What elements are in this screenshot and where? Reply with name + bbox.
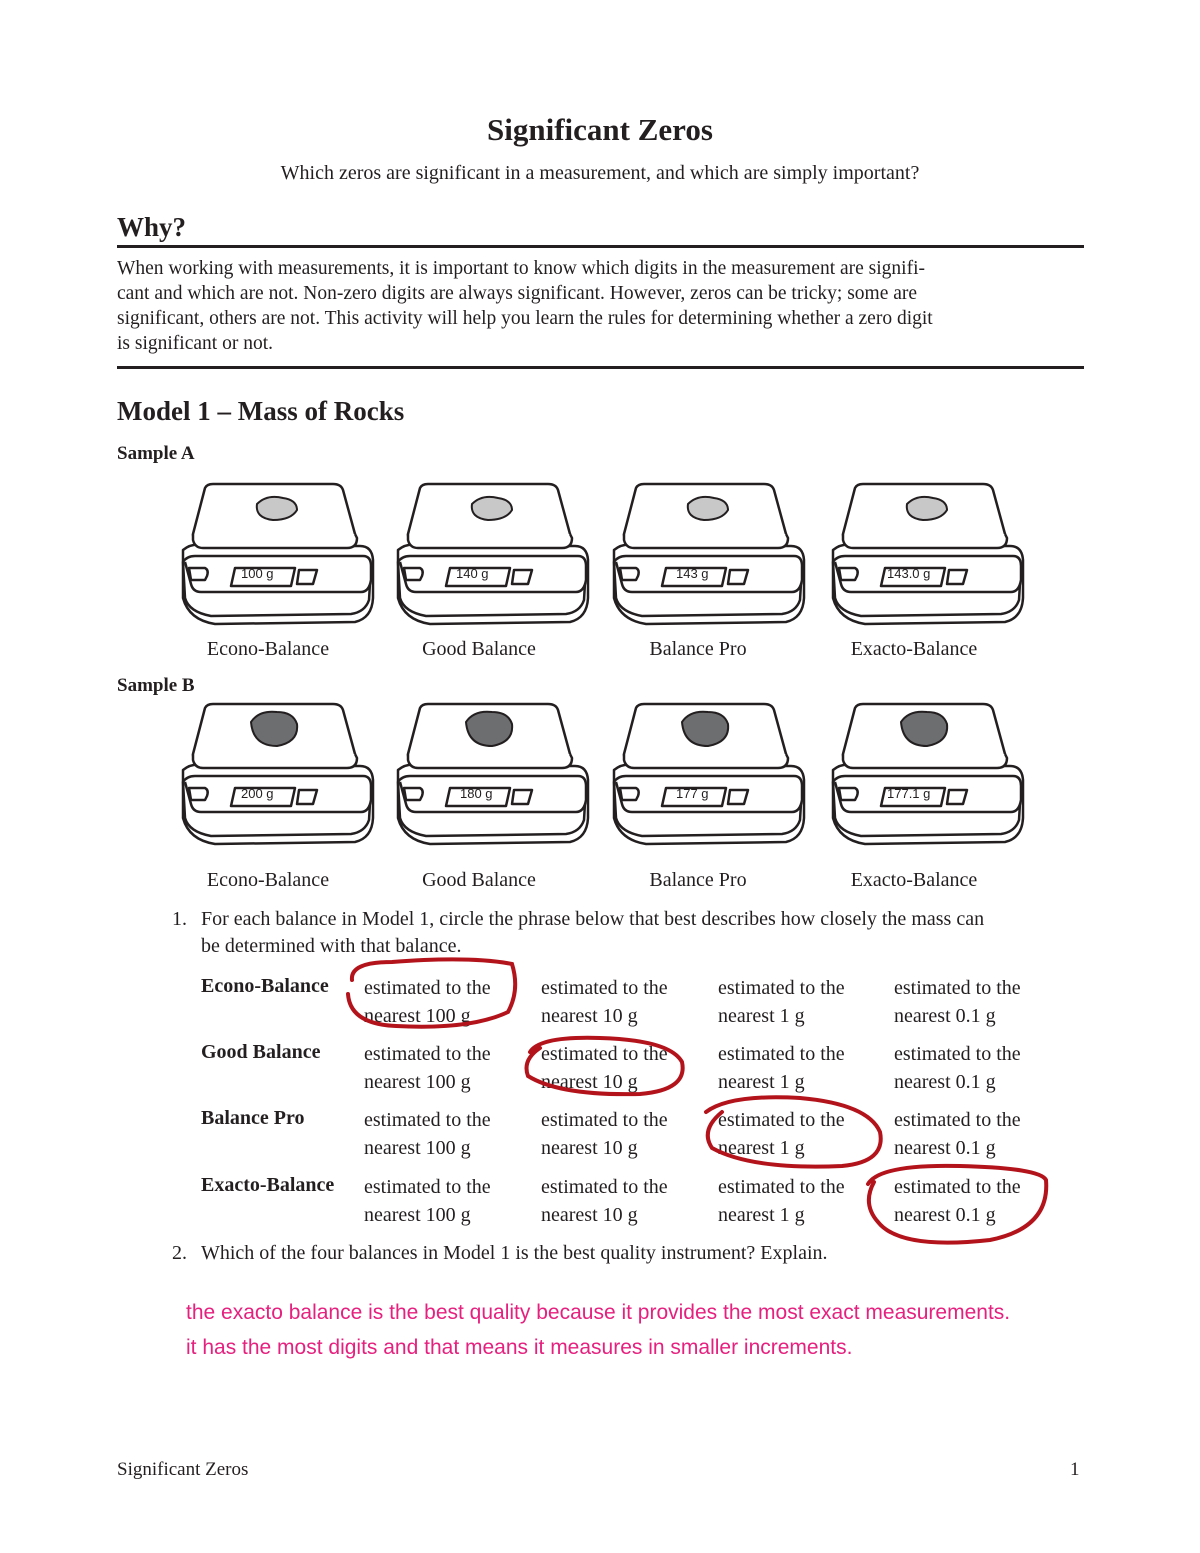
option-phrase[interactable]: estimated to the bbox=[894, 977, 1021, 999]
option-phrase[interactable]: estimated to the bbox=[718, 1109, 845, 1131]
page-subtitle: Which zeros are significant in a measurement, and which are simply important? bbox=[280, 162, 920, 184]
option-phrase-amount[interactable]: nearest 10 g bbox=[541, 1137, 638, 1159]
why-heading: Why? bbox=[117, 212, 187, 242]
answer-circle bbox=[868, 1166, 1046, 1243]
option-phrase-amount[interactable]: nearest 10 g bbox=[541, 1005, 638, 1027]
balance-readout: 177 g bbox=[676, 786, 709, 801]
option-phrase[interactable]: estimated to the bbox=[364, 1176, 491, 1198]
option-phrase-amount[interactable]: nearest 1 g bbox=[718, 1071, 805, 1093]
option-phrase[interactable]: estimated to the bbox=[894, 1043, 1021, 1065]
why-line: cant and which are not. Non-zero digits are always significant. However, zeros can be tricky; some are bbox=[117, 283, 918, 304]
option-phrase[interactable]: estimated to the bbox=[894, 1109, 1021, 1131]
option-phrase-amount[interactable]: nearest 0.1 g bbox=[894, 1071, 996, 1093]
option-phrase[interactable]: estimated to the bbox=[541, 977, 668, 999]
option-phrase[interactable]: estimated to the bbox=[541, 1176, 668, 1198]
option-phrase-amount[interactable]: nearest 100 g bbox=[364, 1005, 471, 1027]
question-1-text: For each balance in Model 1, circle the phrase below that best describes how closely the mass can bbox=[201, 908, 985, 930]
balance-name: Good Balance bbox=[422, 638, 536, 660]
balance-name: Good Balance bbox=[422, 869, 536, 891]
balance-readout: 143 g bbox=[676, 566, 709, 581]
balance-name: Econo-Balance bbox=[206, 869, 330, 891]
page-number: 1 bbox=[1070, 1459, 1080, 1480]
option-phrase[interactable]: estimated to the bbox=[364, 977, 491, 999]
answer-circle bbox=[348, 959, 515, 1026]
option-phrase[interactable]: estimated to the bbox=[541, 1043, 668, 1065]
balance-readout: 180 g bbox=[460, 786, 493, 801]
option-phrase[interactable]: estimated to the bbox=[364, 1043, 491, 1065]
balance-name: Balance Pro bbox=[649, 638, 747, 660]
footer-title: Significant Zeros bbox=[117, 1459, 249, 1480]
option-phrase-amount[interactable]: nearest 0.1 g bbox=[894, 1137, 996, 1159]
question-number: 1. bbox=[172, 908, 187, 930]
balance-readout: 177.1 g bbox=[887, 786, 931, 801]
option-phrase-amount[interactable]: nearest 10 g bbox=[541, 1204, 638, 1226]
balance-readout: 140 g bbox=[456, 566, 489, 581]
option-phrase[interactable]: estimated to the bbox=[718, 1176, 845, 1198]
option-phrase[interactable]: estimated to the bbox=[718, 977, 845, 999]
balance-readout: 100 g bbox=[241, 566, 274, 581]
balance-readout: 200 g bbox=[241, 786, 274, 801]
option-phrase-amount[interactable]: nearest 1 g bbox=[718, 1005, 805, 1027]
balance-name: Balance Pro bbox=[649, 869, 747, 891]
sample-b-label: Sample B bbox=[117, 675, 195, 696]
why-line: is significant or not. bbox=[117, 333, 273, 354]
why-line: When working with measurements, it is important to know which digits in the measurement are signifi- bbox=[117, 258, 926, 279]
option-phrase[interactable]: estimated to the bbox=[364, 1109, 491, 1131]
balance-name: Exacto-Balance bbox=[850, 869, 978, 891]
answer-circle bbox=[527, 1038, 683, 1094]
balance-name: Econo-Balance bbox=[206, 638, 330, 660]
option-phrase-amount[interactable]: nearest 10 g bbox=[541, 1071, 638, 1093]
option-phrase-amount[interactable]: nearest 1 g bbox=[718, 1137, 805, 1159]
sample-a-label: Sample A bbox=[117, 443, 195, 464]
balance-name: Exacto-Balance bbox=[850, 638, 978, 660]
model-heading: Model 1 – Mass of Rocks bbox=[117, 396, 405, 426]
question-number: 2. bbox=[172, 1242, 187, 1264]
answer-circle bbox=[706, 1097, 881, 1166]
option-phrase-amount[interactable]: nearest 100 g bbox=[364, 1204, 471, 1226]
why-line: significant, others are not. This activity will help you learn the rules for determining whether a zero digit bbox=[117, 308, 933, 329]
option-phrase-amount[interactable]: nearest 100 g bbox=[364, 1071, 471, 1093]
row-label: Exacto-Balance bbox=[201, 1174, 335, 1196]
question-1-text: be determined with that balance. bbox=[201, 935, 462, 957]
option-phrase-amount[interactable]: nearest 1 g bbox=[718, 1204, 805, 1226]
handwritten-answer-line: the exacto balance is the best quality because it provides the most exact measurements. bbox=[186, 1301, 1011, 1324]
option-phrase[interactable]: estimated to the bbox=[894, 1176, 1021, 1198]
option-phrase-amount[interactable]: nearest 0.1 g bbox=[894, 1005, 996, 1027]
row-label: Econo-Balance bbox=[201, 975, 329, 997]
balance-readout: 143.0 g bbox=[887, 566, 931, 581]
option-phrase[interactable]: estimated to the bbox=[718, 1043, 845, 1065]
option-phrase-amount[interactable]: nearest 0.1 g bbox=[894, 1204, 996, 1226]
option-phrase-amount[interactable]: nearest 100 g bbox=[364, 1137, 471, 1159]
option-phrase[interactable]: estimated to the bbox=[541, 1109, 668, 1131]
row-label: Good Balance bbox=[201, 1041, 321, 1063]
question-2-text: Which of the four balances in Model 1 is the best quality instrument? Explain. bbox=[201, 1242, 828, 1264]
page-title: Significant Zeros bbox=[487, 112, 713, 147]
row-label: Balance Pro bbox=[201, 1107, 305, 1129]
handwritten-answer-line: it has the most digits and that means it measures in smaller increments. bbox=[186, 1336, 853, 1359]
